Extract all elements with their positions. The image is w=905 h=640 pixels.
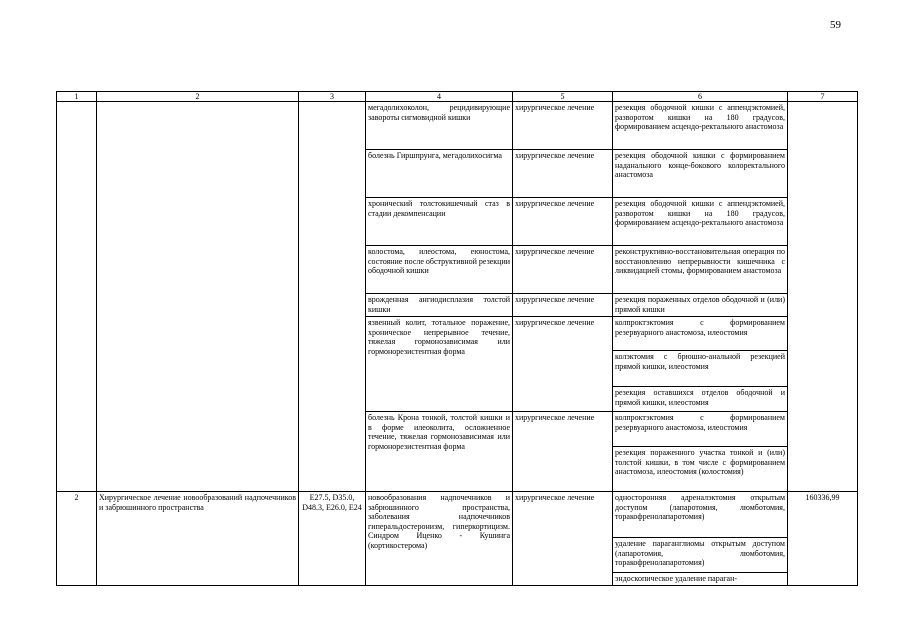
column-header: 3	[299, 92, 366, 102]
cell-treatment: хирургическое лечение	[513, 492, 613, 586]
cell-treatment: хирургическое лечение	[513, 294, 613, 317]
cell-method: удаление параганглиомы открытым доступом (лапаротомия, люмботомия, торакофренолапаротомия)	[613, 538, 788, 573]
cell-disease: хронический толстокишечный стаз в стадии декомпенсации	[366, 198, 513, 246]
table-row	[57, 102, 858, 150]
cell-cost: 160336,99	[788, 492, 858, 586]
cell-treatment: хирургическое лечение	[513, 198, 613, 246]
cell-num: 2	[57, 492, 97, 586]
cell-disease: болезнь Крона тонкой, толстой кишки и в форме илеоколита, осложненное течение, тяжелая гормонозависимая или гормонорезистентная форма	[366, 412, 513, 492]
cell-cost	[788, 102, 858, 492]
cell-method: резекция ободочной кишки с аппендэктомией, разворотом кишки на 180 градусов, формированием асцендо-ректального анастомоза	[613, 198, 788, 246]
cell-group: Хирургическое лечение новообразований надпочечников и забрюшинного пространства	[97, 492, 299, 586]
column-header: 2	[97, 92, 299, 102]
cell-treatment: хирургическое лечение	[513, 102, 613, 150]
cell-method: колэктомия с брюшно-анальной резекцией прямой кишки, илеостомия	[613, 351, 788, 387]
column-header: 7	[788, 92, 858, 102]
cell-treatment: хирургическое лечение	[513, 317, 613, 412]
cell-treatment: хирургическое лечение	[513, 150, 613, 198]
cell-method: резекция ободочной кишки с формированием наданального конце-бокового колоректального анастомоза	[613, 150, 788, 198]
cell-method: резекция ободочной кишки с аппендэктомией, разворотом кишки на 180 градусов, формированием асцендо-ректального анастомоза	[613, 102, 788, 150]
cell-disease: колостома, илеостома, еюностома, состояние после обструктивной резекции ободочной кишки	[366, 246, 513, 294]
column-header: 6	[613, 92, 788, 102]
table-row	[57, 492, 858, 538]
cell-treatment: хирургическое лечение	[513, 246, 613, 294]
cell-method: резекция оставшихся отделов ободочной и прямой кишки, илеостомия	[613, 387, 788, 412]
cell-method: резекция пораженных отделов ободочной и (или) прямой кишки	[613, 294, 788, 317]
cell-disease: болезнь Гиршпрунга, мегадолихосигма	[366, 150, 513, 198]
cell-method: реконструктивно-восстановительная операция по восстановлению непрерывности кишечника с ликвидацией стомы, формированием анастомоза	[613, 246, 788, 294]
cell-codes	[299, 102, 366, 492]
cell-method: эндоскопическое удаление параган-	[613, 573, 788, 586]
cell-disease: новообразования надпочечников и забрюшинного пространства, заболевания надпочечников гиперальдостеронизм, гиперкортицизм. Синдром Иценко - Кушинга (кортикостерома)	[366, 492, 513, 586]
cell-disease: мегадолихоколон, рецидивирующие завороты сигмовидной кишки	[366, 102, 513, 150]
cell-treatment: хирургическое лечение	[513, 412, 613, 492]
cell-method: колпроктэктомия с формированием резервуарного анастомоза, илеостомия	[613, 317, 788, 351]
cell-group	[97, 102, 299, 492]
services-table	[56, 91, 858, 586]
cell-disease: язвенный колит, тотальное поражение, хроническое непрерывное течение, тяжелая гормонозависимая или гормонорезистентная форма	[366, 317, 513, 412]
column-header: 5	[513, 92, 613, 102]
cell-codes: E27.5, D35.0, D48.3, E26.0, E24	[299, 492, 366, 586]
cell-num	[57, 102, 97, 492]
page-number: 59	[830, 19, 841, 31]
column-header: 1	[57, 92, 97, 102]
cell-method: односторонняя адреналэктомия открытым доступом (лапаротомия, люмботомия, торакофренолапаротомия)	[613, 492, 788, 538]
cell-method: резекция пораженного участка тонкой и (или) толстой кишки, в том числе с формированием анастомоза, илеостомия (колостомия)	[613, 447, 788, 492]
column-header: 4	[366, 92, 513, 102]
header-row	[57, 92, 858, 102]
cell-method: колпроктэктомия с формированием резервуарного анастомоза, илеостомия	[613, 412, 788, 447]
cell-disease: врожденная ангиодисплазия толстой кишки	[366, 294, 513, 317]
